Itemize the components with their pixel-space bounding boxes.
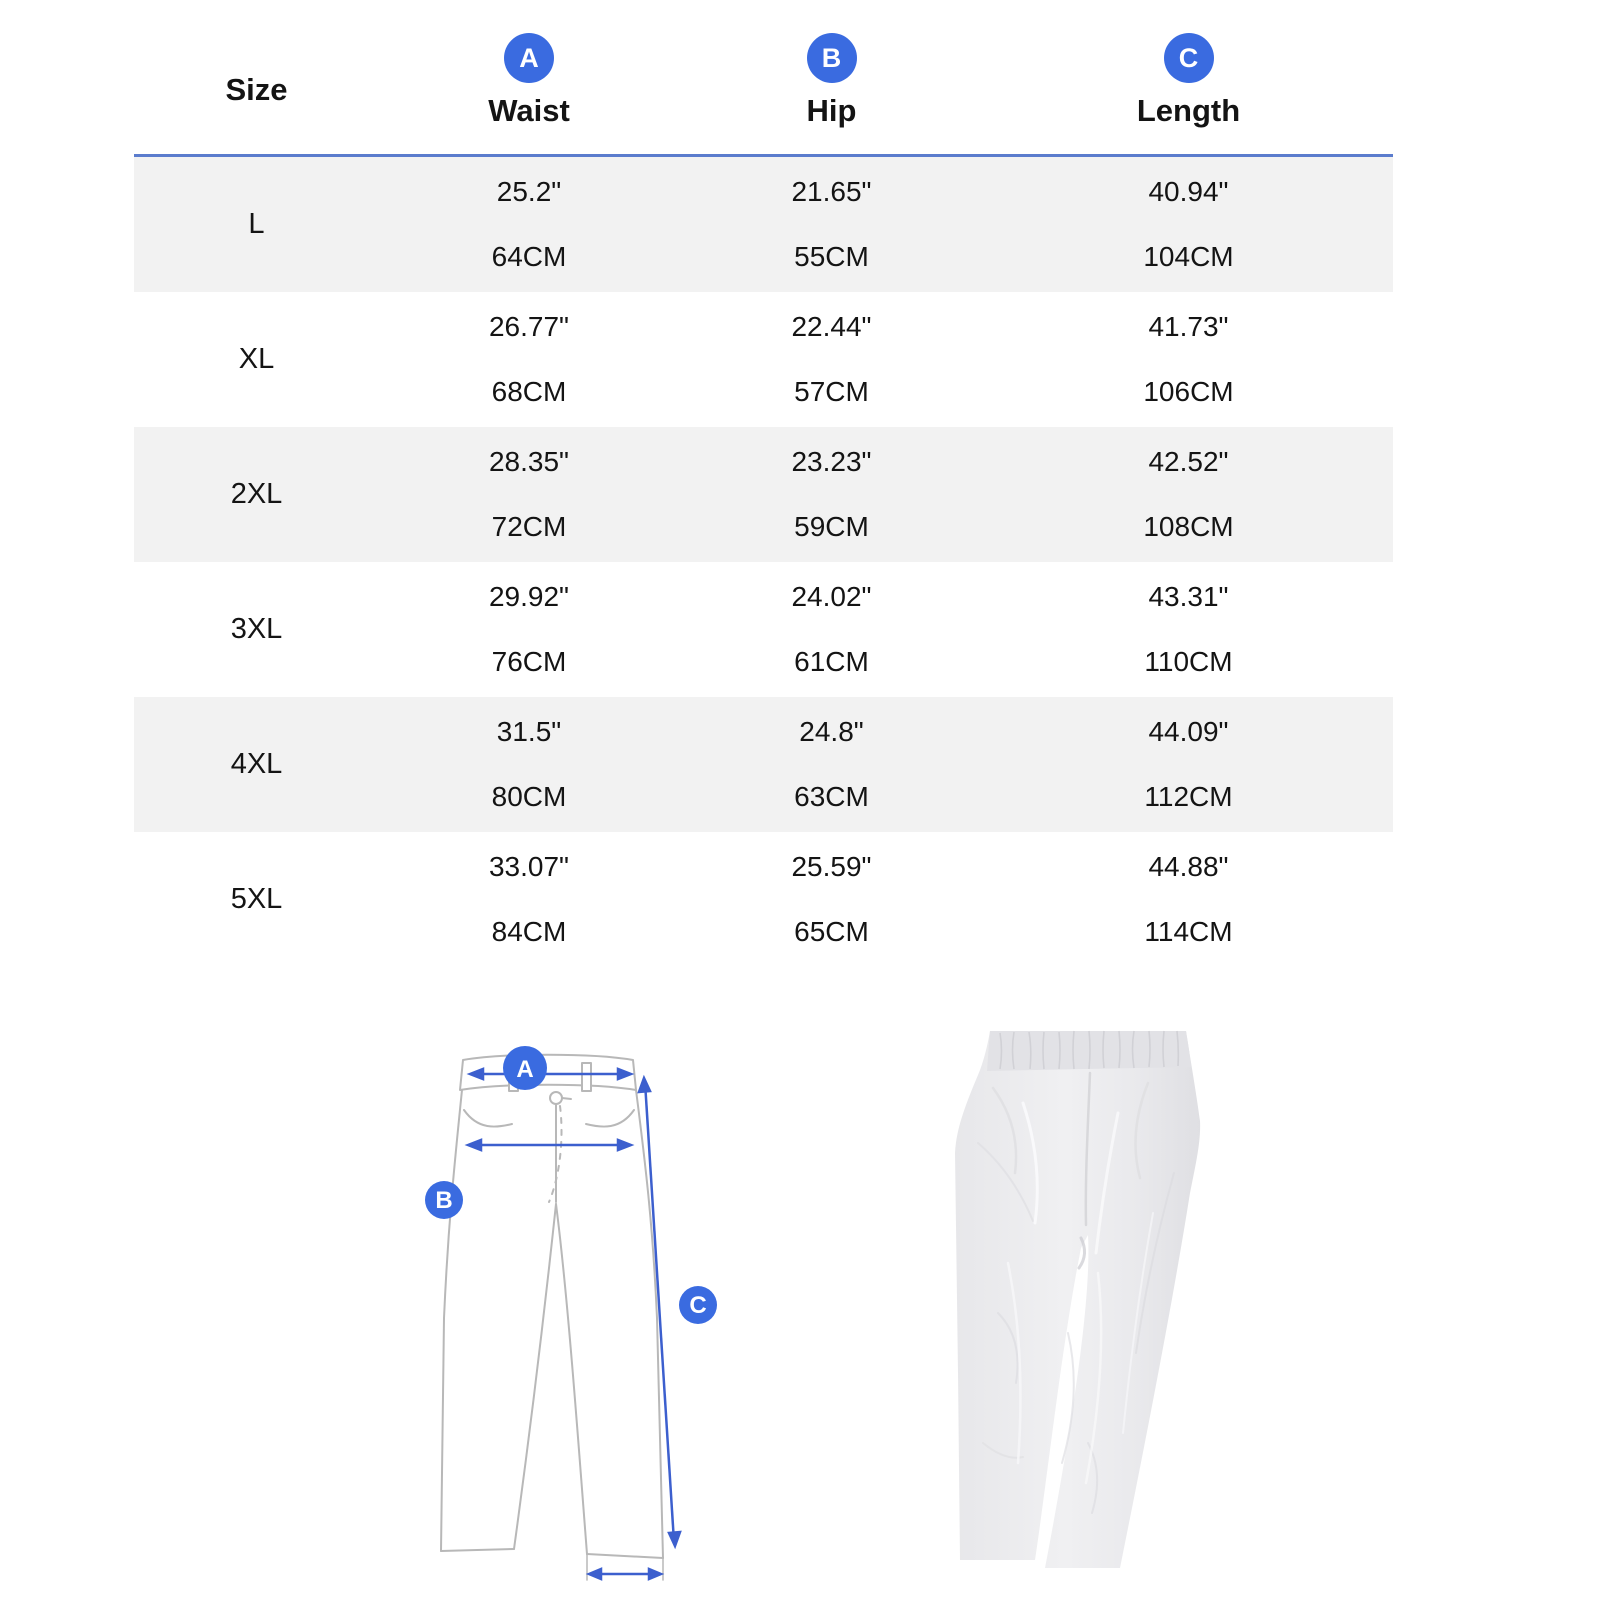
waist-inches: 29.92"	[488, 581, 569, 612]
length-inches: 44.09"	[1148, 716, 1229, 747]
hip-inches: 22.44"	[791, 311, 872, 342]
length-cm: 110CM	[1144, 646, 1233, 677]
pants-photo	[938, 1013, 1238, 1578]
waist-inches: 31.5"	[496, 716, 562, 747]
size-cell: 4XL	[230, 748, 283, 780]
hip-cell	[679, 292, 984, 427]
arrowhead-icon	[618, 1069, 631, 1079]
hip-cell	[679, 157, 984, 292]
size-cell: 3XL	[230, 613, 283, 645]
table-row	[134, 562, 1393, 697]
pants-outline	[441, 1055, 663, 1580]
length-cell	[984, 562, 1393, 697]
hip-cell	[679, 697, 984, 832]
badge-a-letter: A	[516, 1056, 534, 1083]
arrowhead-icon	[649, 1569, 661, 1579]
length-column-header	[984, 0, 1393, 154]
waist-cm: 72CM	[491, 511, 567, 542]
size-cell: 2XL	[230, 478, 283, 510]
badge-c-icon: C	[1164, 33, 1214, 83]
size-cell: L	[248, 208, 265, 240]
table-row	[134, 157, 1393, 292]
table-row	[134, 832, 1393, 967]
length-column-label: Length	[1136, 93, 1241, 128]
waist-cell	[379, 562, 679, 697]
waist-inches: 26.77"	[488, 311, 569, 342]
length-cm: 114CM	[1144, 916, 1233, 947]
waist-cm: 64CM	[491, 241, 567, 272]
length-cm: 104CM	[1143, 241, 1234, 272]
length-cell	[984, 157, 1393, 292]
size-column-header: Size	[225, 72, 288, 107]
waist-inches: 25.2"	[496, 176, 562, 207]
size-table	[134, 0, 1393, 967]
badge-c-letter: C	[689, 1292, 707, 1319]
length-inches: 41.73"	[1148, 311, 1229, 342]
waist-inches: 28.35"	[488, 446, 569, 477]
length-cell	[984, 427, 1393, 562]
hip-cm: 57CM	[794, 376, 869, 407]
table-row	[134, 292, 1393, 427]
badge-b-icon: B	[807, 33, 857, 83]
hip-cm: 63CM	[794, 781, 869, 812]
waist-cm: 76CM	[491, 646, 567, 677]
waist-column-label: Waist	[488, 93, 570, 128]
arrowhead-icon	[470, 1069, 483, 1079]
length-cm: 106CM	[1143, 376, 1234, 407]
size-cell: XL	[238, 343, 275, 375]
table-row	[134, 427, 1393, 562]
table-row	[134, 697, 1393, 832]
arrowhead-icon	[639, 1078, 650, 1092]
length-cell	[984, 832, 1393, 967]
length-inches: 44.88"	[1148, 851, 1229, 882]
waist-cell	[379, 697, 679, 832]
waist-cm: 84CM	[491, 916, 567, 947]
hip-column-header	[679, 0, 984, 154]
waist-inches: 33.07"	[488, 851, 569, 882]
arrowhead-icon	[589, 1569, 601, 1579]
length-inches: 43.31"	[1148, 581, 1229, 612]
hip-cm: 61CM	[794, 646, 869, 677]
waist-cell	[379, 832, 679, 967]
measure-arrows	[468, 1069, 680, 1579]
badge-b-letter: B	[435, 1187, 453, 1214]
hip-inches: 24.02"	[791, 581, 872, 612]
badge-a-icon: A	[504, 33, 554, 83]
size-cell: 5XL	[230, 883, 283, 915]
arrowhead-icon	[468, 1140, 481, 1150]
hip-inches: 23.23"	[791, 446, 872, 477]
hip-inches: 25.59"	[791, 851, 872, 882]
hip-column-label: Hip	[806, 93, 857, 128]
hip-cm: 59CM	[794, 511, 869, 542]
length-arrow	[645, 1082, 674, 1542]
hip-cm: 65CM	[794, 916, 869, 947]
waist-cm: 68CM	[491, 376, 567, 407]
pants-measurement-diagram	[408, 1018, 728, 1598]
waist-cell	[379, 427, 679, 562]
hip-cm: 55CM	[794, 241, 869, 272]
arrowhead-icon	[669, 1532, 680, 1546]
length-cm: 112CM	[1144, 781, 1233, 812]
pants-body	[955, 1031, 1200, 1568]
length-inches: 40.94"	[1148, 176, 1229, 207]
length-cell	[984, 697, 1393, 832]
waist-cell	[379, 292, 679, 427]
hip-inches: 24.8"	[799, 716, 864, 747]
length-cm: 108CM	[1143, 511, 1234, 542]
waist-column-header	[379, 0, 679, 154]
hip-cell	[679, 832, 984, 967]
length-cell	[984, 292, 1393, 427]
waist-cm: 80CM	[491, 781, 567, 812]
arrowhead-icon	[618, 1140, 631, 1150]
table-header-row	[134, 0, 1393, 157]
hip-cell	[679, 427, 984, 562]
hip-inches: 21.65"	[791, 176, 872, 207]
hip-cell	[679, 562, 984, 697]
length-inches: 42.52"	[1148, 446, 1229, 477]
waist-cell	[379, 157, 679, 292]
